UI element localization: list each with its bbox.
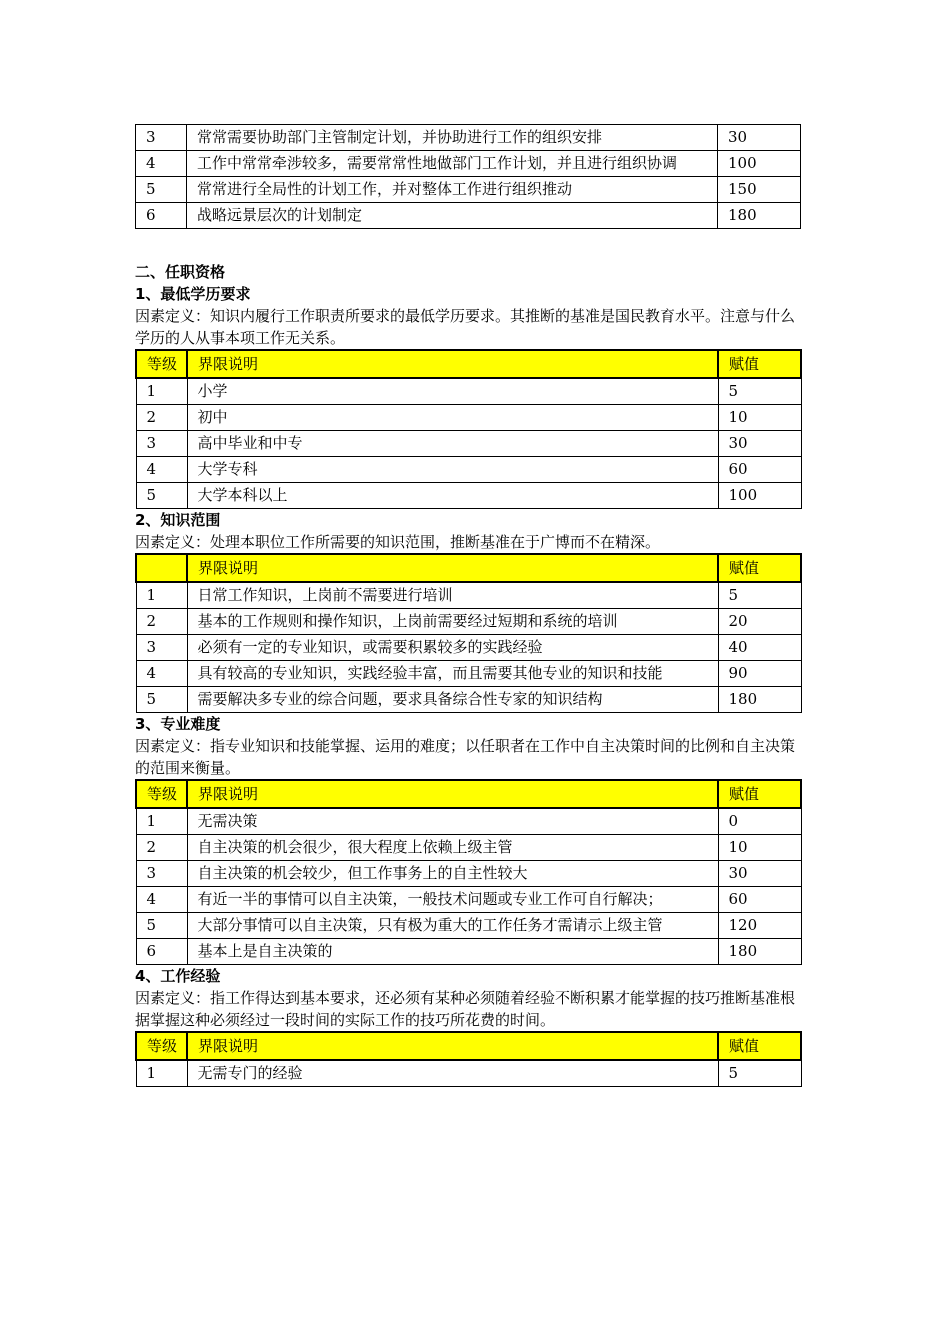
header-value: 赋值 bbox=[718, 554, 801, 582]
value-cell: 60 bbox=[718, 887, 801, 913]
section-title: 二、任职资格 bbox=[135, 263, 226, 281]
table-row bbox=[136, 405, 801, 431]
factor-table bbox=[135, 349, 802, 509]
level-cell: 2 bbox=[136, 609, 187, 635]
level-cell: 1 bbox=[136, 1060, 187, 1087]
factor-table bbox=[135, 779, 802, 965]
header-desc: 界限说明 bbox=[187, 554, 718, 582]
top-table bbox=[135, 124, 801, 229]
desc-cell: 日常工作知识，上岗前不需要进行培训 bbox=[187, 582, 718, 609]
desc-cell: 战略远景层次的计划制定 bbox=[187, 203, 718, 229]
factor-title: 1、最低学历要求 bbox=[135, 285, 251, 303]
table-row bbox=[136, 457, 801, 483]
value-cell: 30 bbox=[718, 431, 801, 457]
desc-cell: 自主决策的机会较少，但工作事务上的自主性较大 bbox=[187, 861, 718, 887]
desc-cell: 工作中常常牵涉较多，需要常常性地做部门工作计划，并且进行组织协调 bbox=[187, 151, 718, 177]
table-row bbox=[136, 151, 801, 177]
level-cell: 1 bbox=[136, 808, 187, 835]
value-cell: 0 bbox=[718, 808, 801, 835]
header-value: 赋值 bbox=[718, 780, 801, 808]
document-page bbox=[135, 124, 800, 1087]
header-level: 等级 bbox=[136, 780, 187, 808]
value-cell: 60 bbox=[718, 457, 801, 483]
value-cell: 180 bbox=[718, 203, 801, 229]
level-cell: 4 bbox=[136, 661, 187, 687]
table-row bbox=[136, 431, 801, 457]
level-cell: 1 bbox=[136, 378, 187, 405]
table-row bbox=[136, 582, 801, 609]
table-row bbox=[136, 609, 801, 635]
table-row bbox=[136, 887, 801, 913]
factor-definition: 因素定义：处理本职位工作所需要的知识范围，推断基准在于广博而不在精深。 bbox=[135, 533, 661, 551]
header-value: 赋值 bbox=[718, 350, 801, 378]
value-cell: 20 bbox=[718, 609, 801, 635]
desc-cell: 基本的工作规则和操作知识，上岗前需要经过短期和系统的培训 bbox=[187, 609, 718, 635]
table-header-row bbox=[136, 780, 801, 808]
header-level bbox=[136, 554, 187, 582]
desc-cell: 大部分事情可以自主决策，只有极为重大的工作任务才需请示上级主管 bbox=[187, 913, 718, 939]
header-desc: 界限说明 bbox=[187, 350, 718, 378]
table-row bbox=[136, 939, 801, 965]
table-row bbox=[136, 687, 801, 713]
header-desc: 界限说明 bbox=[187, 1032, 718, 1060]
factor-table bbox=[135, 1031, 802, 1087]
level-cell: 5 bbox=[136, 177, 187, 203]
table-row bbox=[136, 1060, 801, 1087]
level-cell: 4 bbox=[136, 151, 187, 177]
value-cell: 90 bbox=[718, 661, 801, 687]
desc-cell: 必须有一定的专业知识，或需要积累较多的实践经验 bbox=[187, 635, 718, 661]
level-cell: 6 bbox=[136, 203, 187, 229]
level-cell: 2 bbox=[136, 405, 187, 431]
factor-definition: 因素定义：指工作得达到基本要求，还必须有某种必须随着经验不断积累才能掌握的技巧推断基准根据掌握这种必须经过一段时间的实际工作的技巧所花费的时间。 bbox=[135, 989, 796, 1029]
value-cell: 180 bbox=[718, 687, 801, 713]
desc-cell: 初中 bbox=[187, 405, 718, 431]
level-cell: 3 bbox=[136, 635, 187, 661]
factor-title: 3、专业难度 bbox=[135, 715, 221, 733]
table-row bbox=[136, 913, 801, 939]
level-cell: 5 bbox=[136, 687, 187, 713]
table-row bbox=[136, 835, 801, 861]
header-level: 等级 bbox=[136, 1032, 187, 1060]
level-cell: 3 bbox=[136, 125, 187, 151]
table-row bbox=[136, 378, 801, 405]
desc-cell: 自主决策的机会很少，很大程度上依赖上级主管 bbox=[187, 835, 718, 861]
level-cell: 2 bbox=[136, 835, 187, 861]
table-row bbox=[136, 661, 801, 687]
value-cell: 150 bbox=[718, 177, 801, 203]
value-cell: 30 bbox=[718, 125, 801, 151]
header-value: 赋值 bbox=[718, 1032, 801, 1060]
factor-definition: 因素定义：指专业知识和技能掌握、运用的难度；以任职者在工作中自主决策时间的比例和自主决策的范围来衡量。 bbox=[135, 737, 796, 777]
desc-cell: 具有较高的专业知识，实践经验丰富，而且需要其他专业的知识和技能 bbox=[187, 661, 718, 687]
table-header-row bbox=[136, 1032, 801, 1060]
factors-container bbox=[135, 283, 800, 1087]
desc-cell: 高中毕业和中专 bbox=[187, 431, 718, 457]
factor-title: 2、知识范围 bbox=[135, 511, 221, 529]
value-cell: 180 bbox=[718, 939, 801, 965]
table-row bbox=[136, 125, 801, 151]
table-header-row bbox=[136, 554, 801, 582]
value-cell: 120 bbox=[718, 913, 801, 939]
table-row bbox=[136, 203, 801, 229]
value-cell: 30 bbox=[718, 861, 801, 887]
value-cell: 10 bbox=[718, 835, 801, 861]
desc-cell: 基本上是自主决策的 bbox=[187, 939, 718, 965]
factor-title: 4、工作经验 bbox=[135, 967, 221, 985]
table-row bbox=[136, 808, 801, 835]
desc-cell: 无需决策 bbox=[187, 808, 718, 835]
level-cell: 3 bbox=[136, 861, 187, 887]
level-cell: 4 bbox=[136, 887, 187, 913]
level-cell: 5 bbox=[136, 913, 187, 939]
value-cell: 100 bbox=[718, 151, 801, 177]
table-row bbox=[136, 635, 801, 661]
factor-table bbox=[135, 553, 802, 713]
value-cell: 40 bbox=[718, 635, 801, 661]
header-level: 等级 bbox=[136, 350, 187, 378]
desc-cell: 大学本科以上 bbox=[187, 483, 718, 509]
desc-cell: 小学 bbox=[187, 378, 718, 405]
table-row bbox=[136, 483, 801, 509]
level-cell: 6 bbox=[136, 939, 187, 965]
value-cell: 5 bbox=[718, 378, 801, 405]
desc-cell: 大学专科 bbox=[187, 457, 718, 483]
level-cell: 5 bbox=[136, 483, 187, 509]
desc-cell: 无需专门的经验 bbox=[187, 1060, 718, 1087]
value-cell: 100 bbox=[718, 483, 801, 509]
desc-cell: 需要解决多专业的综合问题，要求具备综合性专家的知识结构 bbox=[187, 687, 718, 713]
header-desc: 界限说明 bbox=[187, 780, 718, 808]
value-cell: 5 bbox=[718, 1060, 801, 1087]
value-cell: 10 bbox=[718, 405, 801, 431]
level-cell: 1 bbox=[136, 582, 187, 609]
table-row bbox=[136, 177, 801, 203]
table-row bbox=[136, 861, 801, 887]
level-cell: 3 bbox=[136, 431, 187, 457]
desc-cell: 常常需要协助部门主管制定计划，并协助进行工作的组织安排 bbox=[187, 125, 718, 151]
level-cell: 4 bbox=[136, 457, 187, 483]
table-header-row bbox=[136, 350, 801, 378]
value-cell: 5 bbox=[718, 582, 801, 609]
desc-cell: 常常进行全局性的计划工作，并对整体工作进行组织推动 bbox=[187, 177, 718, 203]
factor-definition: 因素定义：知识内履行工作职责所要求的最低学历要求。其推断的基准是国民教育水平。注意与什么学历的人从事本项工作无关系。 bbox=[135, 307, 796, 347]
desc-cell: 有近一半的事情可以自主决策，一般技术问题或专业工作可自行解决； bbox=[187, 887, 718, 913]
